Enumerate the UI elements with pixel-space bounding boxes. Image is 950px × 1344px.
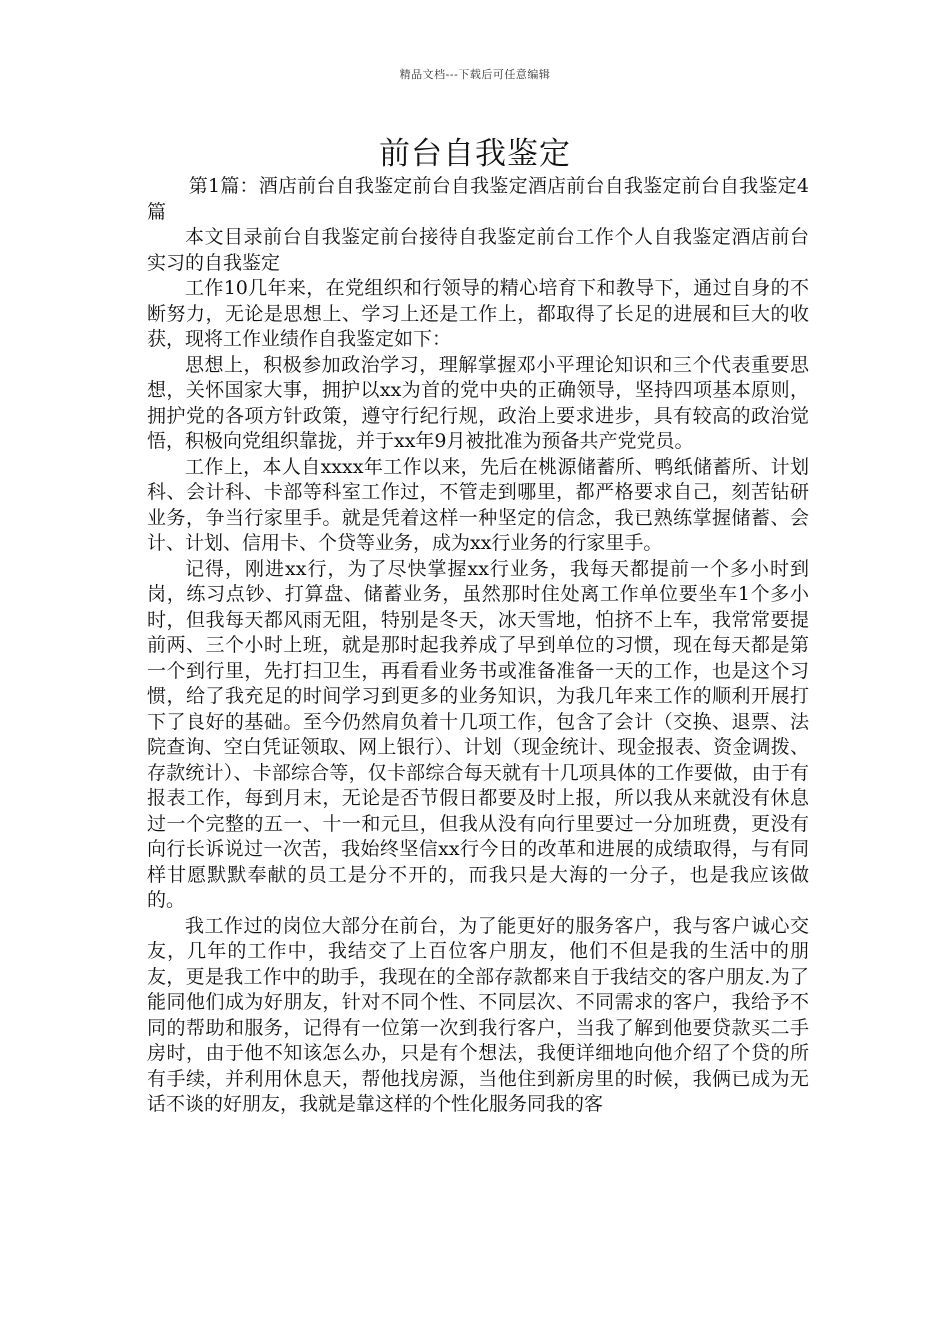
paragraph-2: 本文目录前台自我鉴定前台接待自我鉴定前台工作个人自我鉴定酒店前台实习的自我鉴定 (147, 226, 809, 274)
header-note: 精品文档---下载后可任意编辑 (399, 68, 551, 81)
paragraph-7: 我工作过的岗位大部分在前台，为了能更好的服务客户，我与客户诚心交友，几年的工作中，我结交了上百位客户朋友，他们不但是我的生活中的朋友，更是我工作中的助手，我现在的全部存款都来自于我结交的客户朋友.为了能同他们成为好朋友，针对不同个性、不同层次、不同需求的客户，我给予不同的帮助和服务，记得有一位第一次到我行客户，当我了解到他要贷款买二手房时，由于他不知该怎么办，只是有个想法，我便详细地向他介绍了个贷的所有手续，并利用休息天，帮他找房源，当他住到新房里的时候，我俩已成为无话不谈的好朋友，我就是靠这样的个性化服务同我的客 (147, 914, 809, 1115)
paragraph-5: 工作上，本人自xxxx年工作以来，先后在桃源储蓄所、鸭纸储蓄所、计划科、会计科、卡部等科室工作过，不管走到哪里，都严格要求自己，刻苦钻研业务，争当行家里手。就是凭着这样一种坚定的信念，我已熟练掌握储蓄、会计、计划、信用卡、个贷等业务，成为xx行业务的行家里手。 (147, 455, 809, 554)
document-title: 前台自我鉴定 (379, 136, 571, 172)
paragraph-6: 记得，刚进xx行，为了尽快掌握xx行业务，我每天都提前一个多小时到岗，练习点钞、打算盘、储蓄业务，虽然那时住处离工作单位要坐车1个多小时，但我每天都风雨无阻，特别是冬天，冰天雪地，怕挤不上车，我常常要提前两、三个小时上班，就是那时起我养成了早到单位的习惯，现在每天都是第一个到行里，先打扫卫生，再看看业务书或准备准备一天的工作，也是这个习惯，给了我充足的时间学习到更多的业务知识，为我几年来工作的顺利开展打下了良好的基础。至今仍然肩负着十几项工作，包含了会计（交换、退票、法院查询、空白凭证领取、网上银行）、计划（现金统计、现金报表、资金调拨、存款统计）、卡部综合等，仅卡部综合每天就有十几项具体的工作要做，由于有报表工作，每到月末，无论是否节假日都要及时上报，所以我从来就没有休息过一个完整的五一、十一和元旦，但我从没有向行里要过一分加班费，更没有向行长诉说过一次苦，我始终坚信xx行今日的改革和进展的成绩取得，与有同样甘愿默默奉献的员工是分不开的，而我只是大海的一分子，也是我应该做的。 (147, 557, 809, 911)
paragraph-3: 工作10几年来，在党组织和行领导的精心培育下和教导下，通过自身的不断努力，无论是思想上、学习上还是工作上，都取得了长足的进展和巨大的收获，现将工作业绩作自我鉴定如下： (147, 277, 809, 350)
paragraph-4: 思想上，积极参加政治学习，理解掌握邓小平理论知识和三个代表重要思想，关怀国家大事，拥护以xx为首的党中央的正确领导，坚持四项基本原则，拥护党的各项方针政策，遵守行纪行规，政治上要求进步，具有较高的政治觉悟，积极向党组织靠拢，并于xx年9月被批准为预备共产党党员。 (147, 353, 809, 452)
document-body (147, 174, 809, 1118)
paragraph-1: 第1篇：酒店前台自我鉴定前台自我鉴定酒店前台自我鉴定前台自我鉴定4篇 (147, 175, 809, 223)
